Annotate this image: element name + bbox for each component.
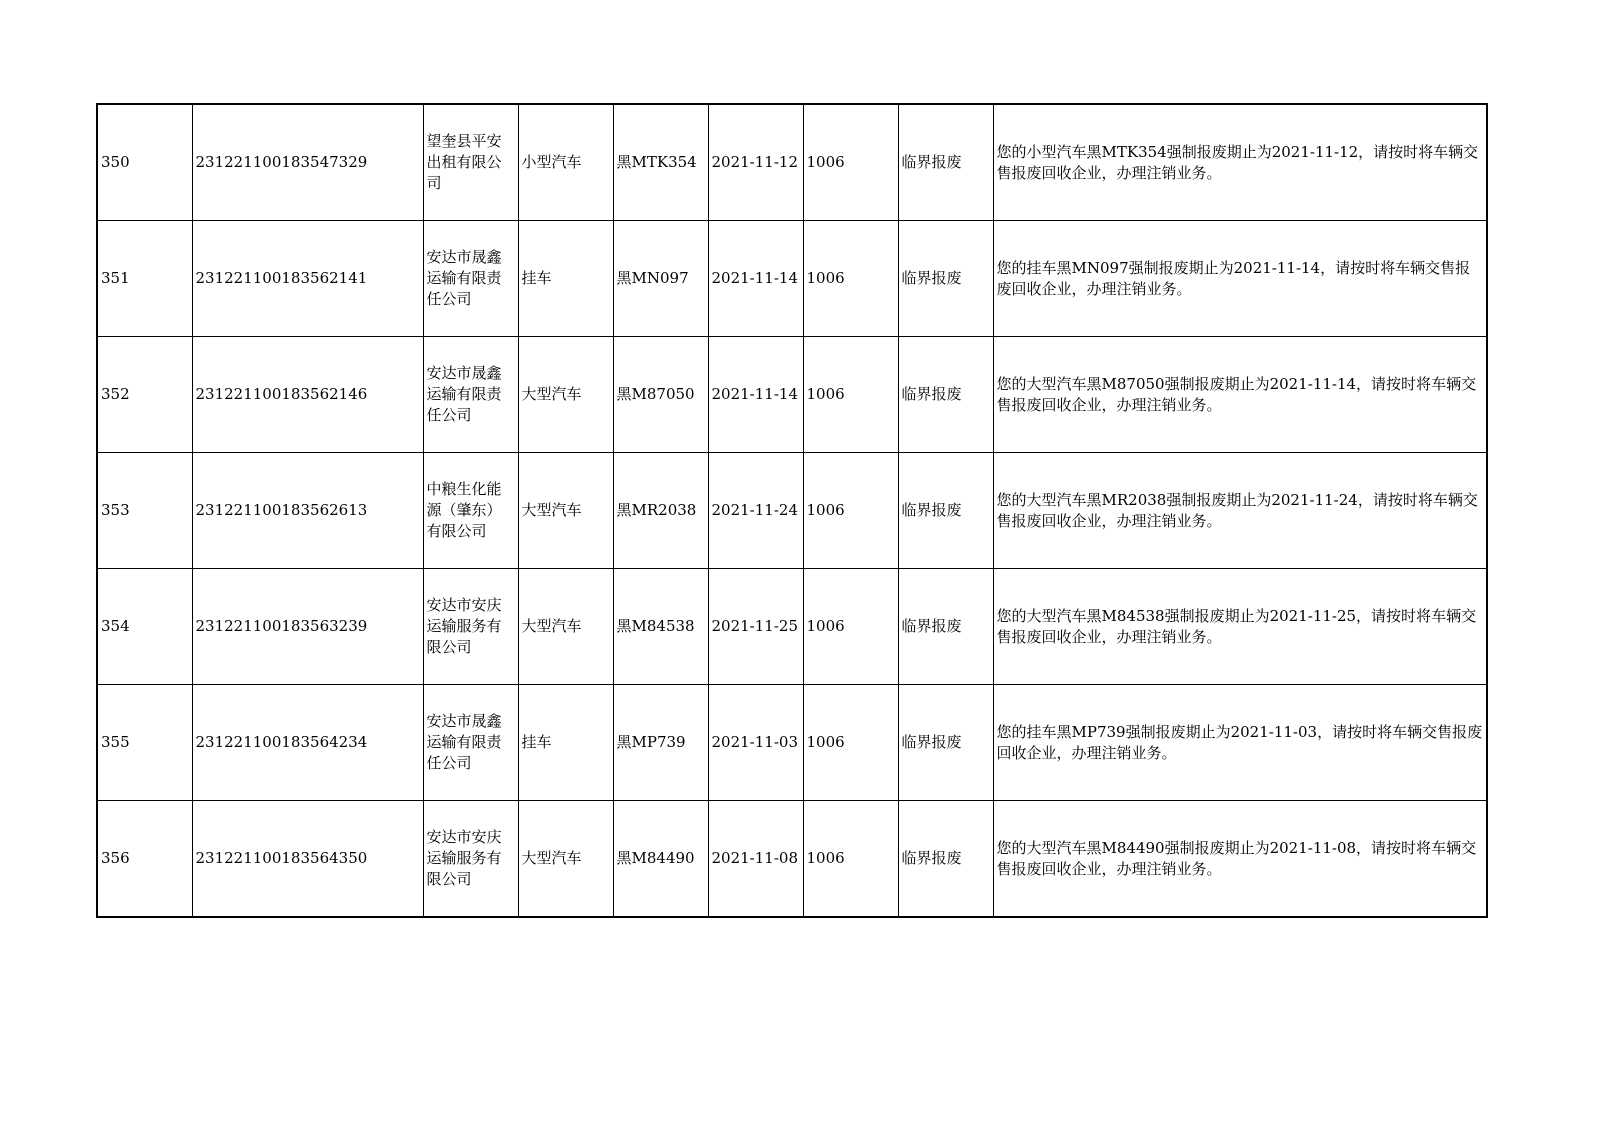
scrap-date-cell: 2021-11-08: [708, 801, 803, 918]
code-cell: 1006: [803, 685, 898, 801]
owner-company-cell: 中粮生化能源（肇东）有限公司: [423, 453, 518, 569]
plate-number-cell: 黑M87050: [613, 337, 708, 453]
record-id-cell: 231221100183564350: [192, 801, 423, 918]
record-id-cell: 231221100183547329: [192, 104, 423, 221]
owner-company-cell: 望奎县平安出租有限公司: [423, 104, 518, 221]
table-row: [97, 453, 1487, 569]
row-number-cell: 354: [97, 569, 192, 685]
notice-message-cell: 您的挂车黑MP739强制报废期止为2021-11-03，请按时将车辆交售报废回收企业，办理注销业务。: [993, 685, 1487, 801]
plate-number-cell: 黑MTK354: [613, 104, 708, 221]
owner-company-cell: 安达市晟鑫运输有限责任公司: [423, 685, 518, 801]
table-row: [97, 801, 1487, 918]
scrap-date-cell: 2021-11-24: [708, 453, 803, 569]
plate-number-cell: 黑MN097: [613, 221, 708, 337]
owner-company-cell: 安达市晟鑫运输有限责任公司: [423, 221, 518, 337]
row-number-cell: 355: [97, 685, 192, 801]
scrap-date-cell: 2021-11-12: [708, 104, 803, 221]
notice-message-cell: 您的小型汽车黑MTK354强制报废期止为2021-11-12，请按时将车辆交售报废回收企业，办理注销业务。: [993, 104, 1487, 221]
vehicle-type-cell: 大型汽车: [518, 337, 613, 453]
plate-number-cell: 黑MP739: [613, 685, 708, 801]
code-cell: 1006: [803, 221, 898, 337]
vehicle-type-cell: 大型汽车: [518, 453, 613, 569]
row-number-cell: 356: [97, 801, 192, 918]
scrap-date-cell: 2021-11-03: [708, 685, 803, 801]
plate-number-cell: 黑M84538: [613, 569, 708, 685]
plate-number-cell: 黑M84490: [613, 801, 708, 918]
table-row: [97, 685, 1487, 801]
vehicle-scrap-table: [96, 103, 1488, 918]
owner-company-cell: 安达市安庆运输服务有限公司: [423, 569, 518, 685]
notice-message-cell: 您的大型汽车黑M87050强制报废期止为2021-11-14，请按时将车辆交售报废回收企业，办理注销业务。: [993, 337, 1487, 453]
scrap-date-cell: 2021-11-14: [708, 221, 803, 337]
record-id-cell: 231221100183564234: [192, 685, 423, 801]
notice-message-cell: 您的大型汽车黑M84490强制报废期止为2021-11-08，请按时将车辆交售报废回收企业，办理注销业务。: [993, 801, 1487, 918]
code-cell: 1006: [803, 569, 898, 685]
table-row: [97, 104, 1487, 221]
row-number-cell: 353: [97, 453, 192, 569]
status-cell: 临界报废: [898, 685, 993, 801]
vehicle-type-cell: 小型汽车: [518, 104, 613, 221]
owner-company-cell: 安达市晟鑫运输有限责任公司: [423, 337, 518, 453]
scrap-date-cell: 2021-11-25: [708, 569, 803, 685]
status-cell: 临界报废: [898, 569, 993, 685]
record-id-cell: 231221100183562146: [192, 337, 423, 453]
code-cell: 1006: [803, 337, 898, 453]
vehicle-type-cell: 挂车: [518, 685, 613, 801]
code-cell: 1006: [803, 453, 898, 569]
table-row: [97, 337, 1487, 453]
status-cell: 临界报废: [898, 221, 993, 337]
code-cell: 1006: [803, 104, 898, 221]
plate-number-cell: 黑MR2038: [613, 453, 708, 569]
record-id-cell: 231221100183562141: [192, 221, 423, 337]
notice-message-cell: 您的挂车黑MN097强制报废期止为2021-11-14，请按时将车辆交售报废回收企业，办理注销业务。: [993, 221, 1487, 337]
vehicle-type-cell: 挂车: [518, 221, 613, 337]
status-cell: 临界报废: [898, 104, 993, 221]
vehicle-type-cell: 大型汽车: [518, 569, 613, 685]
row-number-cell: 351: [97, 221, 192, 337]
table-row: [97, 221, 1487, 337]
scrap-date-cell: 2021-11-14: [708, 337, 803, 453]
status-cell: 临界报废: [898, 453, 993, 569]
record-id-cell: 231221100183563239: [192, 569, 423, 685]
table-row: [97, 569, 1487, 685]
row-number-cell: 352: [97, 337, 192, 453]
vehicle-type-cell: 大型汽车: [518, 801, 613, 918]
record-id-cell: 231221100183562613: [192, 453, 423, 569]
notice-message-cell: 您的大型汽车黑M84538强制报废期止为2021-11-25，请按时将车辆交售报废回收企业，办理注销业务。: [993, 569, 1487, 685]
code-cell: 1006: [803, 801, 898, 918]
status-cell: 临界报废: [898, 801, 993, 918]
owner-company-cell: 安达市安庆运输服务有限公司: [423, 801, 518, 918]
table-body: [97, 104, 1487, 917]
row-number-cell: 350: [97, 104, 192, 221]
status-cell: 临界报废: [898, 337, 993, 453]
notice-message-cell: 您的大型汽车黑MR2038强制报废期止为2021-11-24，请按时将车辆交售报废回收企业，办理注销业务。: [993, 453, 1487, 569]
